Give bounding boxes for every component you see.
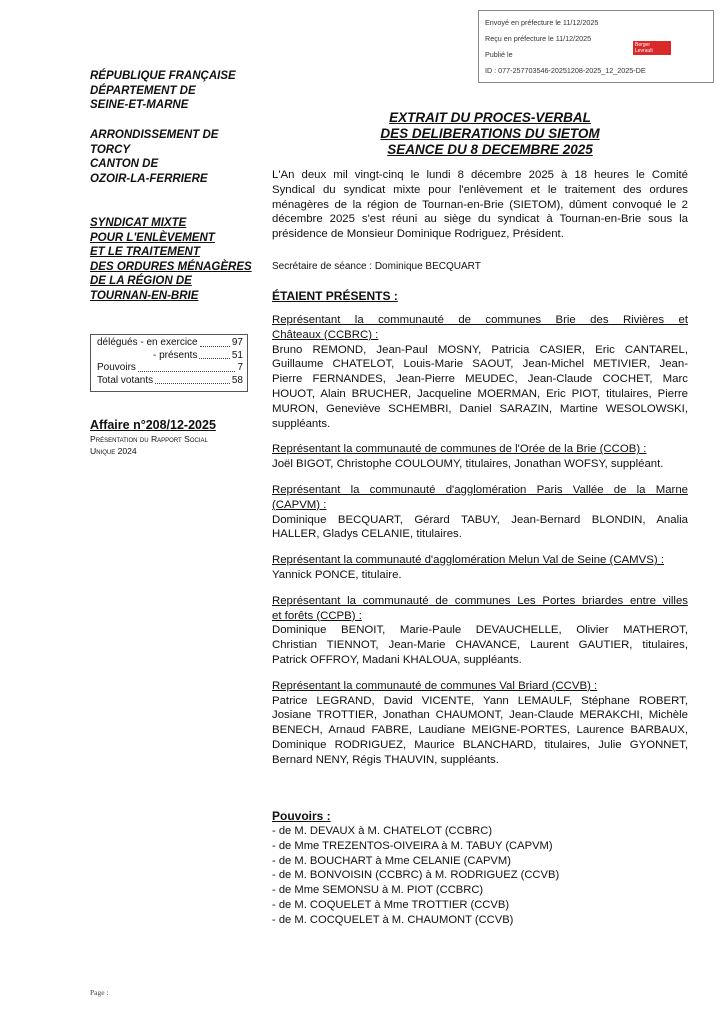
group-block: [272, 679, 688, 768]
group-heading: Représentant la communauté de communes Val Briard (CCVB) :: [272, 679, 598, 692]
group-block: [272, 553, 688, 583]
votes-box: [90, 334, 248, 392]
intro-line: Syndical du syndicat mixte pour l'enlèvement et le traitement des ordures: [272, 183, 688, 196]
title-line-3: SEANCE DU 8 DECEMBRE 2025: [387, 142, 593, 157]
intro-paragraph: [272, 168, 688, 242]
arrondissement-header: [90, 128, 260, 186]
affaire-subject-line: Présentation du Rapport Social: [90, 434, 208, 444]
pouvoirs-label: Pouvoirs: [97, 362, 136, 373]
votes-row-en-exercice: [97, 337, 243, 350]
pouvoirs-list: [272, 824, 688, 928]
canton-name: OZOIR-LA-FERRIERE: [90, 172, 208, 185]
syndicat-header: [90, 216, 260, 303]
votes-row-total: [97, 375, 243, 388]
group-members-line: Dominique BECQUART, Gérard TABUY, Jean-Bernard BLONDIN, Analia: [272, 513, 688, 526]
pouvoir-item: - de Mme SEMONSU à M. PIOT (CCBRC): [272, 884, 484, 897]
syndicat-line: TOURNAN-EN-BRIE: [90, 289, 199, 302]
group-members-line: Bruno REMOND, Jean-Paul MOSNY, Patricia CASIER, Eric CANTAREL,: [272, 343, 688, 356]
group-members-line: HALLER, Gladys CELANIE, titulaires.: [272, 528, 462, 541]
affaire-subject-line: Unique 2024: [90, 445, 137, 456]
pouvoir-item: - de M. COCQUELET à M. CHAUMONT (CCVB): [272, 913, 514, 926]
syndicat-line: SYNDICAT MIXTE: [90, 217, 187, 229]
intro-line: décembre 2025 s'est réuni au siège du syndicat à Tournan-en-Brie sous la: [272, 213, 688, 226]
title-line-1: EXTRAIT DU PROCES-VERBAL: [389, 110, 591, 125]
group-members-line: Joël BIGOT, Christophe COULOUMY, titulaires, Jonathan WOFSY, suppléant.: [272, 458, 664, 471]
group-members-line: Christian TIENNOT, Jean-Marie CHAVANCE, Laurent GAUTIER, titulaires,: [272, 639, 688, 652]
departement-name: SEINE-ET-MARNE: [90, 99, 189, 111]
delegues-label: délégués - en exercice: [97, 337, 198, 348]
stamp-publie: Publié le: [485, 50, 513, 59]
syndicat-line: POUR L'ENLÈVEMENT: [90, 231, 215, 244]
pouvoirs-value: 7: [237, 362, 243, 373]
group-heading: Représentant la communauté d'agglomération Paris Vallée de la Marne: [272, 483, 688, 496]
group-heading: Représentant la communauté de communes de l'Orée de la Brie (CCOB) :: [272, 443, 647, 456]
group-block: [272, 442, 688, 472]
group-members-line: Guillaume CHATELOT, Louis-Marie SAOUT, Jean-Michel METIVIER, Jean-: [272, 358, 688, 371]
group-members-line: MURON, Geneviève SCHEMBRI, Daniel SARAZIN, Martine WESOLOWSKI,: [272, 402, 688, 415]
title-line-2: DES DELIBERATIONS DU SIETOM: [380, 126, 600, 141]
total-label: Total votants: [97, 374, 154, 386]
group-block: [272, 313, 688, 431]
pouvoirs-section: [272, 808, 688, 928]
group-members-line: Yannick PONCE, titulaire.: [272, 568, 402, 581]
arrondissement-name: TORCY: [90, 143, 131, 156]
republique-label: RÉPUBLIQUE FRANÇAISE: [90, 70, 236, 82]
syndicat-line: DES ORDURES MÉNAGÈRES: [90, 260, 252, 273]
republic-header: [90, 69, 260, 113]
document-title: [270, 110, 710, 158]
syndicat-line: ET LE TRAITEMENT: [90, 246, 200, 258]
group-members-line: BENECH, Arnaud FABRE, Laudiane MEIGNE-PORTES, Laurence BARBAUX,: [272, 724, 688, 737]
presents-label: - présents: [153, 349, 198, 361]
presents-value: 51: [231, 349, 243, 361]
pouvoir-item: - de Mme TREZENTOS-OIVEIRA à M. TABUY (CAPVM): [272, 839, 553, 852]
stamp-id: ID : 077-257703546-20251208-2025_12_2025-DE: [485, 66, 646, 75]
votes-row-pouvoirs: [97, 362, 243, 375]
berger-levrault-logo: Berger Levrault: [633, 41, 671, 55]
group-heading: (CAPVM) :: [272, 498, 327, 511]
secretaire-seance: Secrétaire de séance : Dominique BECQUART: [272, 261, 481, 272]
group-members-line: Dominique RODRIGUEZ, Maurice BLANCHARD, titulaires, Julie GYONNET,: [272, 738, 688, 751]
stamp-envoye: Envoyé en préfecture le 11/12/2025: [485, 18, 599, 27]
arrondissement-label: ARRONDISSEMENT DE: [90, 129, 219, 141]
page-footer: Page :: [90, 988, 109, 997]
delegues-value: 97: [231, 337, 243, 348]
departement-label: DÉPARTEMENT DE: [90, 84, 196, 97]
prefecture-stamp: [478, 10, 714, 83]
group-members-line: Patrice LEGRAND, David VICENTE, Yann LEMAULF, Stéphane ROBERT,: [272, 694, 688, 707]
total-value: 58: [231, 374, 243, 386]
group-members-line: suppléants.: [272, 417, 331, 430]
group-block: [272, 483, 688, 542]
affaire-number: Affaire n°208/12-2025: [90, 418, 216, 432]
pouvoir-item: - de M. BOUCHART à Mme CELANIE (CAPVM): [272, 854, 511, 867]
group-heading: Représentant la communauté de communes Les Portes briardes entre villes: [272, 594, 688, 607]
group-heading: Châteaux (CCBRC) :: [272, 328, 379, 341]
pouvoir-item: - de M. COQUELET à Mme TROTTIER (CCVB): [272, 898, 510, 911]
pouvoir-item: - de M. BONVOISIN (CCBRC) à M. RODRIGUEZ (CCVB): [272, 869, 560, 882]
group-heading: et forêts (CCPB) :: [272, 609, 362, 622]
intro-line: ménagères de la région de Tournan-en-Brie (SIETOM), dûment convoqué le 2: [272, 198, 688, 211]
group-heading: Représentant la communauté de communes Brie des Rivières et: [272, 314, 688, 326]
group-members-line: HOUOT, Alain BRUCHER, Jacqueline MOERMAN, Eric PIOT, titulaires, Pierre: [272, 387, 688, 400]
pouvoir-item: - de M. DEVAUX à M. CHATELOT (CCBRC): [272, 825, 493, 837]
intro-line: présidence de Monsieur Dominique Rodriguez, Président.: [272, 228, 564, 241]
group-members-line: Josiane TROTTIER, Jonathan CHAUMONT, Jean-Claude MERAKCHI, Michèle: [272, 709, 688, 722]
affaire-subject: [90, 434, 260, 457]
group-members-line: Patrick OFFROY, Madani KHALOUA, suppléants.: [272, 653, 522, 666]
group-members-line: Pierre FERNANDES, Jean-Pierre MEUDEC, Jean-Claude COCHET, Marc: [272, 373, 688, 386]
group-members-line: Bernard NENY, Régis THAUVIN, suppléants.: [272, 753, 499, 766]
group-heading: Représentant la communauté d'agglomération Melun Val de Seine (CAMVS) :: [272, 554, 664, 567]
groups-container: [272, 313, 688, 768]
canton-label: CANTON DE: [90, 158, 159, 170]
intro-line: L'An deux mil vingt-cinq le lundi 8 décembre 2025 à 18 heures le Comité: [272, 169, 688, 181]
syndicat-line: DE LA RÉGION DE: [90, 275, 192, 287]
group-block: [272, 594, 688, 668]
pouvoirs-heading: Pouvoirs :: [272, 809, 331, 823]
presents-heading: ÉTAIENT PRÉSENTS :: [272, 289, 398, 303]
votes-row-presents: [97, 350, 243, 363]
stamp-recu: Reçu en préfecture le 11/12/2025: [485, 34, 592, 43]
group-members-line: Dominique BENOIT, Marie-Paule DEVAUCHELLE, Olivier MATHEROT,: [272, 624, 688, 637]
